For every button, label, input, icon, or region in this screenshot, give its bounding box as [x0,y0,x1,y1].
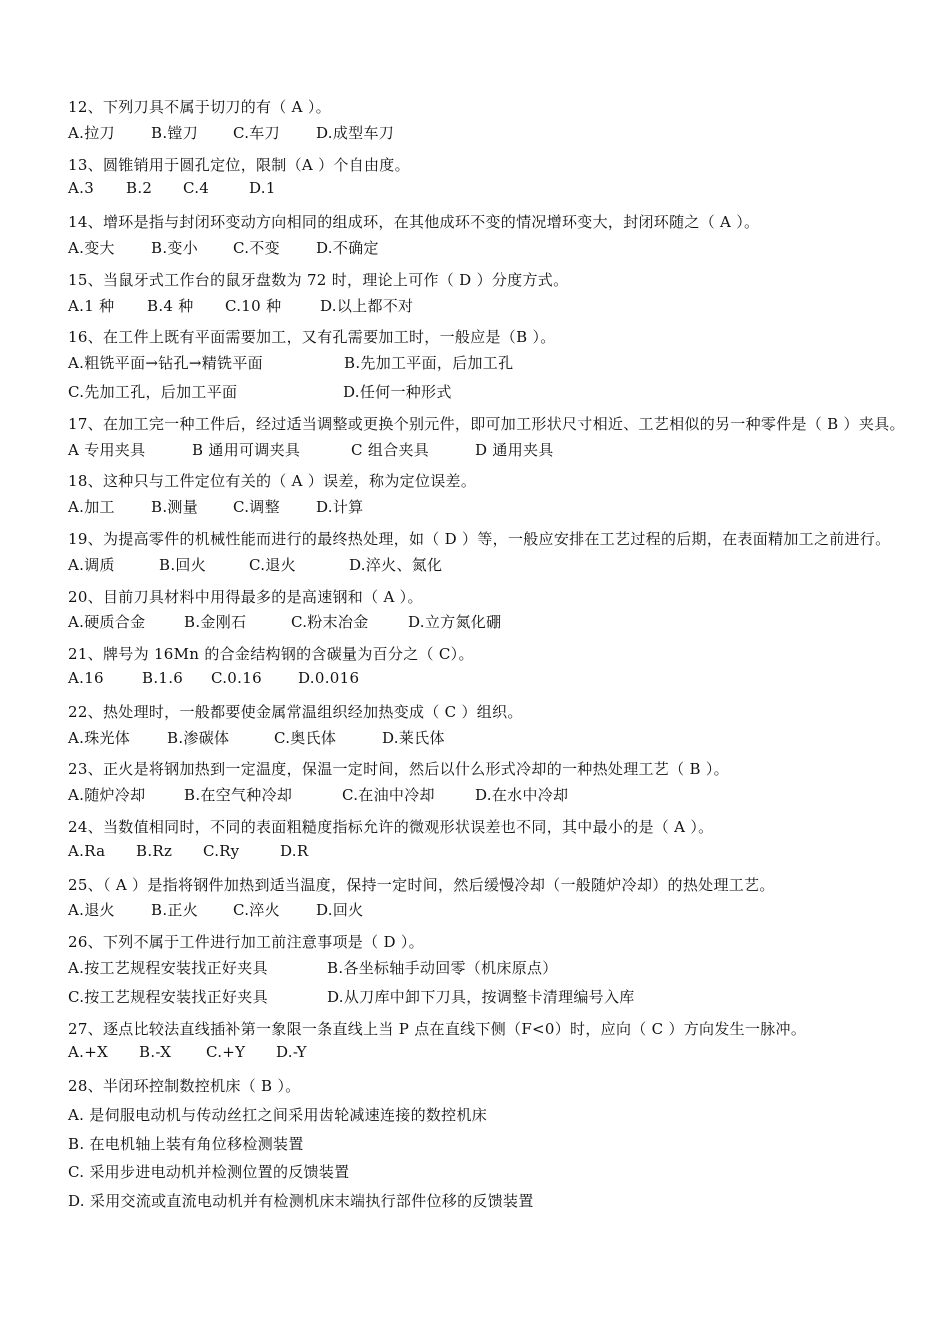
question-28: 28、半闭环控制数控机床（ B ）。 [68,1077,301,1096]
option-c: C 组合夹具 [351,440,430,459]
option-c: C.不变 [233,238,280,257]
option-d: D.成型车刀 [316,123,395,142]
option-b: B.先加工平面，后加工孔 [344,354,514,373]
option-a: A.退火 [68,901,115,920]
option-d: D.淬火、氮化 [349,555,443,574]
question-25: 25、（ A ）是指将钢件加热到适当温度，保持一定时间，然后缓慢冷却（一般随炉冷却）的热处理工艺。 [68,875,775,894]
options-16-row2 [68,381,913,410]
question-20: 20、目前刀具材料中用得最多的是高速钢和（ A ）。 [68,587,423,606]
option-c: C.先加工孔，后加工平面 [68,382,238,401]
option-b: B.-X [139,1043,172,1062]
question-27: 27、逐点比较法直线插补第一象限一条直线上当 P 点在直线下侧（F<0）时，应向（ C ）方向发生一脉冲。 [68,1019,807,1038]
question-12: 12、下列刀具不属于切刀的有（ A ）。 [68,98,331,116]
option-d: D 通用夹具 [475,440,554,459]
option-a: A.Ra [68,841,106,860]
option-a: A. 是伺服电动机与传动丝扛之间采用齿轮减速连接的数控机床 [68,1105,488,1124]
option-a: A.粗铣平面→钻孔→精铣平面 [68,354,263,373]
option-d: D. 采用交流或直流电动机并有检测机床末端执行部件位移的反馈装置 [68,1192,534,1211]
option-b: B.正火 [151,901,198,920]
option-c: C.在油中冷却 [342,786,435,805]
question-19: 19、为提高零件的机械性能而进行的最终热处理，如（ D ）等，一般应安排在工艺过程的后期，在表面精加工之前进行。 [68,529,891,548]
option-d: D.任何一种形式 [343,382,452,401]
option-b: B.1.6 [142,668,184,687]
option-a: A.硬质合金 [68,613,146,632]
options-20 [68,611,913,640]
options-26-row1 [68,957,913,986]
options-12 [68,122,913,151]
option-c: C.奥氏体 [274,728,337,747]
question-18: 18、这种只与工件定位有关的（ A ）误差，称为定位误差。 [68,472,477,491]
option-b: B.各坐标轴手动回零（机床原点） [327,958,558,977]
options-14 [68,237,913,266]
option-b: B.回火 [159,555,206,574]
option-a: A.按工艺规程安装找正好夹具 [68,958,268,977]
option-c: C.车刀 [233,123,280,142]
option-d: D.回火 [316,901,364,920]
option-d: D.莱氏体 [382,728,445,747]
option-a: A.变大 [68,238,115,257]
option-b: B.测量 [151,498,198,517]
question-16: 16、在工件上既有平面需要加工，又有孔需要加工时，一般应是（B ）。 [68,328,556,347]
option-a: A.珠光体 [68,728,131,747]
option-c: C.10 种 [225,296,282,315]
option-d: D.1 [249,179,276,198]
question-23: 23、正火是将钢加热到一定温度，保温一定时间，然后以什么形式冷却的一种热处理工艺（ B ）。 [68,760,729,779]
options-24 [68,842,913,871]
option-d: D.不确定 [316,238,379,257]
option-a: A.16 [68,668,104,687]
option-b: B.2 [126,179,153,198]
exam-page [68,93,913,1216]
option-b: B.变小 [151,238,198,257]
options-25 [68,899,913,928]
question-17: 17、在加工完一种工件后，经过适当调整或更换个别元件，即可加工形状尺寸相近、工艺相似的另一种零件是（ B ）夹具。 [68,414,905,433]
option-b: B.金刚石 [184,613,247,632]
option-c: C.调整 [233,498,280,517]
option-b: B.在空气种冷却 [184,786,293,805]
option-c: C. 采用步进电动机并检测位置的反馈装置 [68,1163,350,1182]
option-d: D.立方氮化硼 [408,613,502,632]
option-a: A.+X [68,1043,109,1062]
question-22: 22、热处理时，一般都要使金属常温组织经加热变成（ C ）组织。 [68,702,523,721]
option-a: A.加工 [68,498,115,517]
option-d: D.0.016 [298,668,360,687]
options-15 [68,295,913,324]
options-17 [68,439,913,468]
options-16-row1 [68,352,913,381]
option-d: D.在水中冷却 [475,786,569,805]
option-b: B.渗碳体 [167,728,230,747]
question-21: 21、牌号为 16Mn 的合金结构钢的含碳量为百分之（ C）。 [68,645,474,664]
options-23 [68,784,913,813]
option-d: D.计算 [316,498,364,517]
options-21 [68,669,913,698]
question-15: 15、当鼠牙式工作台的鼠牙盘数为 72 时，理论上可作（ D ）分度方式。 [68,270,569,289]
options-13 [68,179,913,208]
option-d: D.以上都不对 [320,296,414,315]
option-a: A.调质 [68,555,115,574]
option-c: C.Ry [203,841,240,860]
option-b: B.4 种 [147,296,194,315]
option-b: B. 在电机轴上装有角位移检测装置 [68,1134,304,1153]
option-b: B.镗刀 [151,123,198,142]
question-14: 14、增环是指与封闭环变动方向相同的组成环，在其他成环不变的情况增环变大，封闭环随之（ A ）。 [68,213,760,232]
option-a: A.拉刀 [68,123,115,142]
option-c: C.4 [183,179,210,198]
options-19 [68,554,913,583]
option-b: B.Rz [136,841,173,860]
option-a: A.1 种 [68,296,115,315]
option-d: D.-Y [276,1043,307,1062]
option-a: A.随炉冷却 [68,786,146,805]
option-c: C.淬火 [233,901,280,920]
question-26: 26、下列不属于工件进行加工前注意事项是（ D ）。 [68,933,424,952]
option-c: C.粉末冶金 [291,613,369,632]
option-c: C.0.16 [211,668,262,687]
options-26-row2 [68,986,913,1015]
option-c: C.按工艺规程安装找正好夹具 [68,987,268,1006]
options-18 [68,496,913,525]
options-22 [68,727,913,756]
options-27 [68,1043,913,1072]
option-a: A.3 [68,179,95,198]
option-d: D.从刀库中卸下刀具，按调整卡清理编号入库 [327,987,635,1006]
question-24: 24、当数值相同时，不同的表面粗糙度指标允许的微观形状误差也不同，其中最小的是（ A ）。 [68,817,714,836]
option-b: B 通用可调夹具 [192,440,301,459]
option-c: C.+Y [206,1043,246,1062]
option-a: A 专用夹具 [68,440,146,459]
option-d: D.R [280,841,309,860]
option-c: C.退火 [249,555,296,574]
question-13: 13、圆锥销用于圆孔定位，限制（A ）个自由度。 [68,155,410,174]
